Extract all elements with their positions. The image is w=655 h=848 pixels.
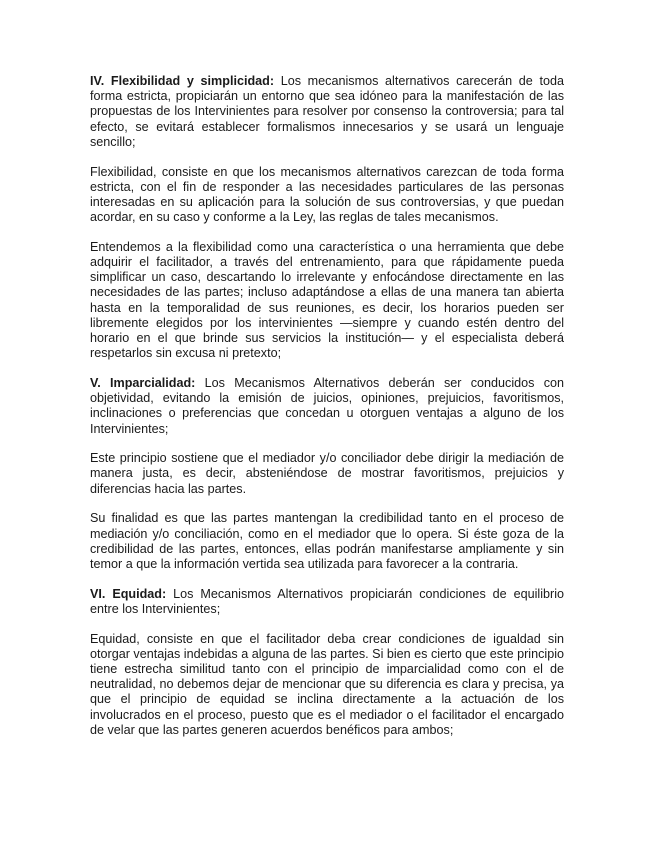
paragraph-text: Los Mecanismos Alternativos deberán ser conducidos con objetividad, evitando la emisión de juicios, opiniones, prejuicios, favoritismos, inclinaciones o preferencias que concedan u otorguen ventajas a alguno de los Intervinientes; <box>90 375 564 436</box>
paragraph-imparcialidad-finalidad: Su finalidad es que las partes mantengan la credibilidad tanto en el proceso de mediación y/o conciliación, como en el mediador que lo opera. Si éste goza de la credibilidad de las partes, entonces, ellas podrán manifestarse ampliamente y sin temor a que la información vertida sea utilizada para favorecer a la contraria. <box>90 511 564 571</box>
section-heading-equidad: VI. Equidad: <box>90 586 167 601</box>
paragraph-flexibilidad-definicion-legal <box>90 74 564 150</box>
document-page <box>90 74 564 753</box>
paragraph-equidad-definicion-legal <box>90 587 564 617</box>
section-heading-imparcialidad: V. Imparcialidad: <box>90 375 196 390</box>
paragraph-equidad-consiste: Equidad, consiste en que el facilitador deba crear condiciones de igualdad sin otorgar ventajas indebidas a alguna de las partes. Si bien es cierto que este principio tiene estrecha similitud tanto con el principio de imparcialidad como con el de neutralidad, no debemos dejar de mencionar que su diferencia es clara y precisa, ya que el principio de equidad se inclina directamente a la actuación de los involucrados en el proceso, puesto que es el mediador o el facilitador el encargado de velar que las partes generen acuerdos benéficos para ambos; <box>90 631 564 737</box>
paragraph-text: Los Mecanismos Alternativos propiciarán condiciones de equilibrio entre los Intervinientes; <box>90 586 564 616</box>
paragraph-imparcialidad-principio: Este principio sostiene que el mediador y/o conciliador debe dirigir la mediación de manera justa, es decir, absteniéndose de mostrar favoritismos, prejuicios y diferencias hacia las partes. <box>90 451 564 496</box>
paragraph-imparcialidad-definicion-legal <box>90 376 564 437</box>
section-heading-flexibilidad: IV. Flexibilidad y simplicidad: <box>90 74 275 88</box>
paragraph-text: Los mecanismos alternativos carecerán de toda forma estricta, propiciarán un entorno que sea idóneo para la manifestación de las propuestas de los Intervinientes para resolver por consenso la controversia; para tal efecto, se evitará establecer formalismos innecesarios y se usará un lenguaje sencillo; <box>90 74 564 149</box>
paragraph-flexibilidad-consiste: Flexibilidad, consiste en que los mecanismos alternativos carezcan de toda forma estricta, con el fin de responder a las necesidades particulares de las personas interesadas en su aplicación para la solución de sus controversias, y que puedan acordar, en su caso y conforme a la Ley, las reglas de tales mecanismos. <box>90 164 564 225</box>
paragraph-flexibilidad-caracteristica: Entendemos a la flexibilidad como una característica o una herramienta que debe adquirir el facilitador, a través del entrenamiento, para que rápidamente pueda simplificar un caso, descartando lo irrelevante y enfocándose directamente en las necesidades de las partes; incluso adaptándose a ellas de una manera tan abierta hasta en la temporalidad de sus reuniones, es decir, los horarios pueden ser libremente elegidos por los intervinientes —siempre y cuando estén dentro del horario en el que brinde sus servicios la institución— y el especialista deberá respetarlos sin excusa ni pretexto; <box>90 239 564 361</box>
